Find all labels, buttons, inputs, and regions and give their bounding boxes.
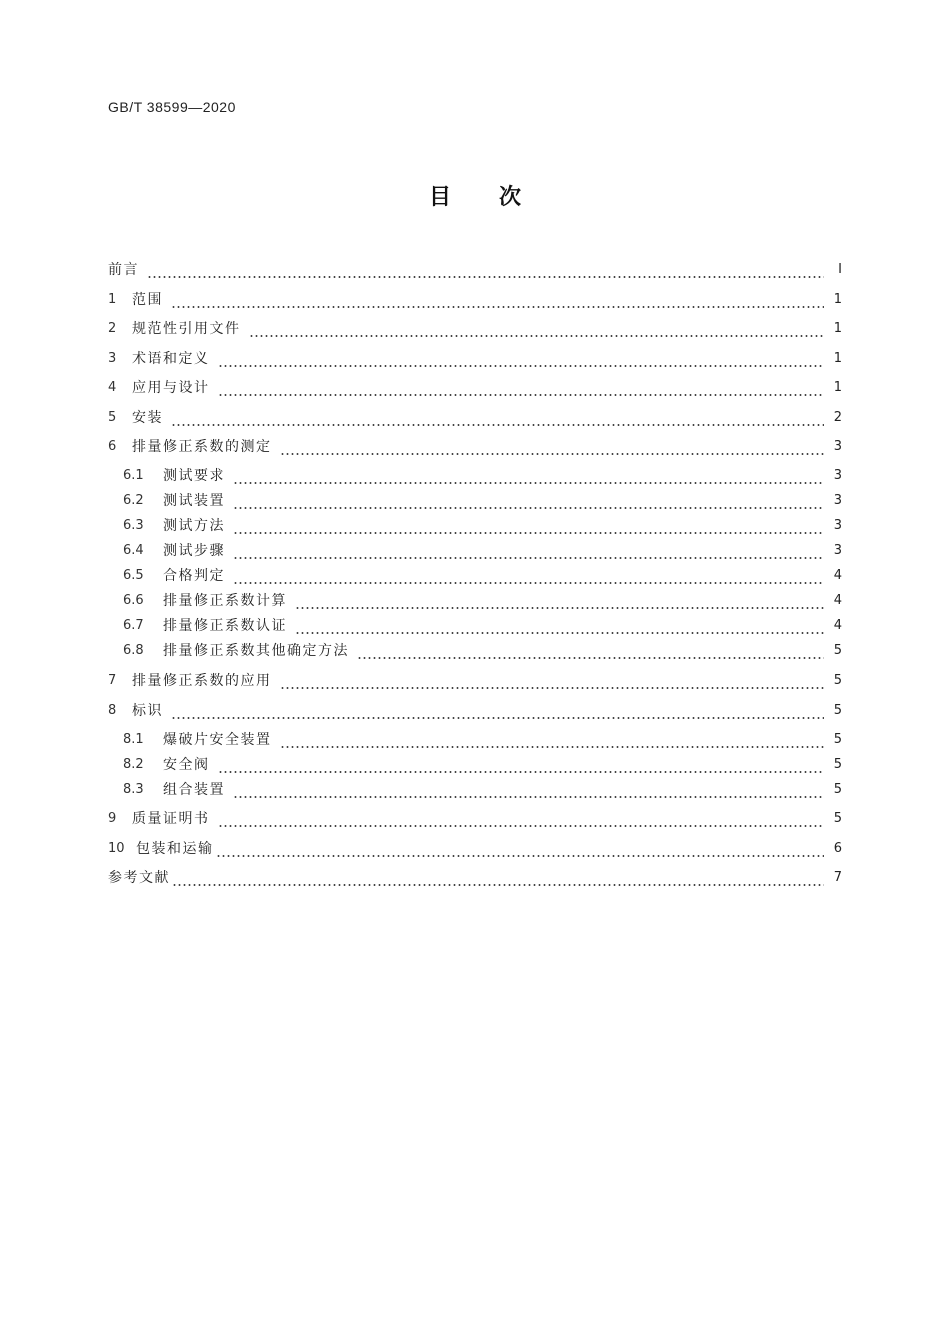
toc-label: 排量修正系数其他确定方法 bbox=[163, 643, 349, 659]
toc-page-number: 3 bbox=[833, 468, 842, 483]
toc-label: 测试步骤 bbox=[163, 543, 225, 559]
toc-label: 安装 bbox=[132, 410, 163, 426]
toc-number: 7 bbox=[108, 673, 117, 688]
dot-leader bbox=[218, 754, 825, 776]
toc-label: 规范性引用文件 bbox=[132, 321, 241, 337]
toc-label: 安全阀 bbox=[163, 757, 210, 773]
dot-leader bbox=[280, 670, 825, 692]
toc-page-number: 3 bbox=[833, 518, 842, 533]
toc-number: 2 bbox=[108, 321, 117, 336]
toc-number: 6.2 bbox=[123, 493, 144, 508]
dot-leader bbox=[233, 540, 824, 562]
toc-page-number: 6 bbox=[833, 841, 842, 856]
toc-page-number: 3 bbox=[833, 543, 842, 558]
dot-leader bbox=[233, 490, 824, 512]
toc-page-number: Ⅰ bbox=[838, 262, 842, 277]
toc-page-number: 7 bbox=[833, 870, 842, 885]
dot-leader bbox=[218, 808, 825, 830]
toc-entry-6-2[interactable] bbox=[123, 490, 842, 512]
toc-label: 参考文献 bbox=[108, 870, 170, 886]
toc-number: 6 bbox=[108, 439, 117, 454]
toc-label: 排量修正系数的应用 bbox=[132, 673, 272, 689]
toc-entry-10[interactable] bbox=[108, 838, 842, 860]
toc-entry-8-3[interactable] bbox=[123, 779, 842, 801]
toc-page-number: 3 bbox=[833, 439, 842, 454]
toc-number: 3 bbox=[108, 351, 117, 366]
toc-number: 1 bbox=[108, 292, 117, 307]
toc-entry-6-6[interactable] bbox=[123, 590, 842, 612]
dot-leader bbox=[357, 640, 824, 662]
toc-entry-3[interactable] bbox=[108, 348, 842, 370]
toc-page-number: 4 bbox=[833, 568, 842, 583]
toc-label: 范围 bbox=[132, 292, 163, 308]
toc-page-number: 5 bbox=[833, 732, 842, 747]
toc-number: 10 bbox=[108, 841, 125, 856]
dot-leader bbox=[171, 700, 824, 722]
dot-leader bbox=[280, 436, 825, 458]
toc-entry-bibliography[interactable] bbox=[108, 867, 842, 889]
toc-entry-6-3[interactable] bbox=[123, 515, 842, 537]
toc-label: 质量证明书 bbox=[132, 811, 210, 827]
toc-entry-foreword[interactable] bbox=[108, 259, 842, 281]
dot-leader bbox=[280, 729, 825, 751]
toc-page-number: 2 bbox=[833, 410, 842, 425]
toc-label: 标识 bbox=[132, 703, 163, 719]
toc-page-number: 5 bbox=[833, 673, 842, 688]
toc-number: 8.1 bbox=[123, 732, 144, 747]
toc-number: 8.2 bbox=[123, 757, 144, 772]
toc-entry-8-1[interactable] bbox=[123, 729, 842, 751]
toc-label: 应用与设计 bbox=[132, 380, 210, 396]
toc-label: 前言 bbox=[108, 262, 139, 278]
toc-entry-7[interactable] bbox=[108, 670, 842, 692]
toc-entry-9[interactable] bbox=[108, 808, 842, 830]
toc-number: 5 bbox=[108, 410, 117, 425]
toc-page-number: 4 bbox=[833, 618, 842, 633]
dot-leader bbox=[233, 515, 824, 537]
toc-page-number: 1 bbox=[833, 292, 842, 307]
toc-page-number: 5 bbox=[833, 782, 842, 797]
toc-number: 6.1 bbox=[123, 468, 144, 483]
toc-entry-4[interactable] bbox=[108, 377, 842, 399]
toc-number: 6.3 bbox=[123, 518, 144, 533]
toc-number: 8.3 bbox=[123, 782, 144, 797]
toc-label: 排量修正系数认证 bbox=[163, 618, 287, 634]
toc-label: 组合装置 bbox=[163, 782, 225, 798]
title-char-2: 次 bbox=[499, 185, 522, 210]
toc-number: 9 bbox=[108, 811, 117, 826]
dot-leader bbox=[233, 465, 824, 487]
toc-label: 排量修正系数计算 bbox=[163, 593, 287, 609]
toc-number: 6.4 bbox=[123, 543, 144, 558]
standard-code: GB/T 38599—2020 bbox=[108, 99, 236, 115]
dot-leader bbox=[218, 377, 825, 399]
toc-label: 测试装置 bbox=[163, 493, 225, 509]
toc-page-number: 1 bbox=[833, 380, 842, 395]
toc-page-number: 5 bbox=[833, 757, 842, 772]
dot-leader bbox=[147, 259, 824, 281]
toc-entry-8-2[interactable] bbox=[123, 754, 842, 776]
toc-label: 爆破片安全装置 bbox=[163, 732, 272, 748]
dot-leader bbox=[171, 407, 824, 429]
dot-leader bbox=[233, 565, 824, 587]
toc-page-number: 5 bbox=[833, 811, 842, 826]
toc-page-number: 3 bbox=[833, 493, 842, 508]
toc-number: 6.6 bbox=[123, 593, 144, 608]
toc-entry-8[interactable] bbox=[108, 700, 842, 722]
dot-leader bbox=[216, 838, 825, 860]
page-title bbox=[0, 180, 950, 211]
toc-page-number: 5 bbox=[833, 643, 842, 658]
toc-entry-6-7[interactable] bbox=[123, 615, 842, 637]
dot-leader bbox=[233, 779, 824, 801]
toc-page-number: 4 bbox=[833, 593, 842, 608]
toc-entry-2[interactable] bbox=[108, 318, 842, 340]
toc-label: 测试要求 bbox=[163, 468, 225, 484]
toc-number: 4 bbox=[108, 380, 117, 395]
dot-leader bbox=[218, 348, 825, 370]
toc-entry-6-8[interactable] bbox=[123, 640, 842, 662]
toc-label: 包装和运输 bbox=[136, 841, 214, 857]
toc-page-number: 1 bbox=[833, 321, 842, 336]
toc-label: 合格判定 bbox=[163, 568, 225, 584]
toc-page-number: 1 bbox=[833, 351, 842, 366]
toc-number: 6.5 bbox=[123, 568, 144, 583]
toc-number: 8 bbox=[108, 703, 117, 718]
toc-number: 6.7 bbox=[123, 618, 144, 633]
toc-page-number: 5 bbox=[833, 703, 842, 718]
toc-entry-5[interactable] bbox=[108, 407, 842, 429]
toc-label: 术语和定义 bbox=[132, 351, 210, 367]
dot-leader bbox=[249, 318, 825, 340]
toc-label: 测试方法 bbox=[163, 518, 225, 534]
toc-entry-6-5[interactable] bbox=[123, 565, 842, 587]
toc-number: 6.8 bbox=[123, 643, 144, 658]
dot-leader bbox=[171, 289, 824, 311]
toc-entry-6-4[interactable] bbox=[123, 540, 842, 562]
dot-leader bbox=[172, 867, 824, 889]
toc-entry-6[interactable] bbox=[108, 436, 842, 458]
toc-label: 排量修正系数的测定 bbox=[132, 439, 272, 455]
title-char-1: 目 bbox=[428, 185, 451, 210]
dot-leader bbox=[295, 615, 824, 637]
dot-leader bbox=[295, 590, 824, 612]
toc-entry-6-1[interactable] bbox=[123, 465, 842, 487]
toc-entry-1[interactable] bbox=[108, 289, 842, 311]
